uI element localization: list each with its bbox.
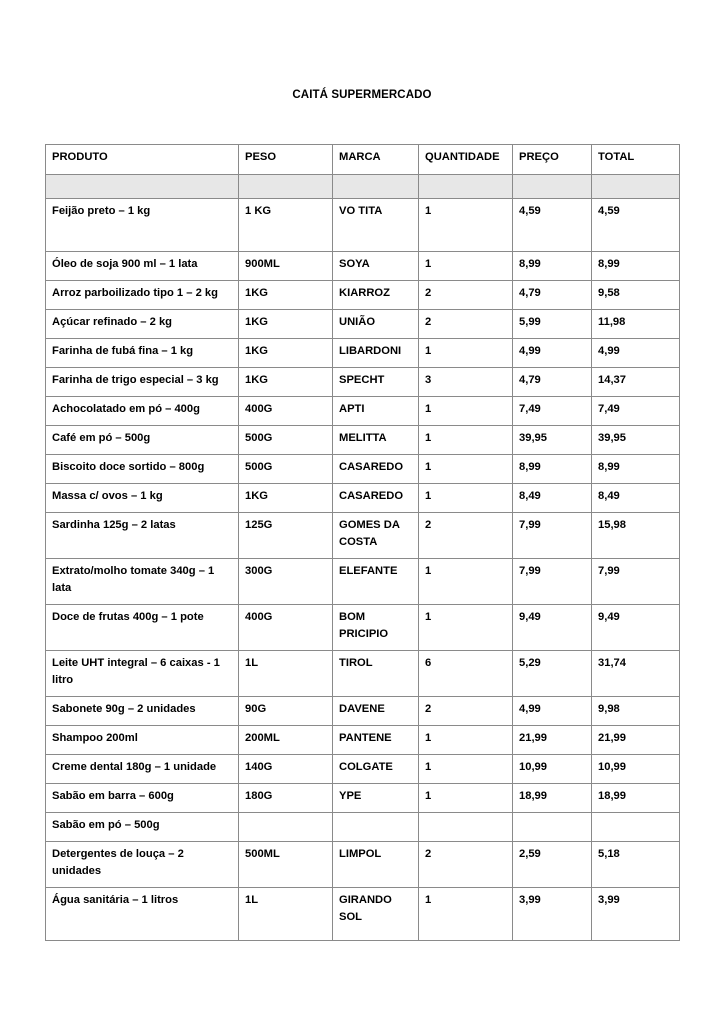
cell-peso: 500ML — [239, 842, 333, 888]
cell-produto: Shampoo 200ml — [46, 726, 239, 755]
cell-quantidade: 2 — [419, 310, 513, 339]
cell-quantidade: 1 — [419, 484, 513, 513]
cell-preco: 4,59 — [513, 199, 592, 252]
cell-preco — [513, 813, 592, 842]
cell-peso: 1KG — [239, 484, 333, 513]
table-row — [46, 726, 680, 755]
cell-peso: 400G — [239, 397, 333, 426]
cell-produto: Sabonete 90g – 2 unidades — [46, 697, 239, 726]
column-header-produto: PRODUTO — [46, 145, 239, 175]
cell-peso: 90G — [239, 697, 333, 726]
cell-produto: Detergentes de louça – 2 unidades — [46, 842, 239, 888]
cell-produto: Café em pó – 500g — [46, 426, 239, 455]
cell-total: 9,58 — [592, 281, 680, 310]
cell-total: 4,99 — [592, 339, 680, 368]
cell-preco: 39,95 — [513, 426, 592, 455]
cell-peso: 400G — [239, 605, 333, 651]
cell-quantidade: 1 — [419, 888, 513, 941]
cell-marca: GIRANDO SOL — [333, 888, 419, 941]
table-row — [46, 484, 680, 513]
cell-quantidade: 3 — [419, 368, 513, 397]
cell-marca: MELITTA — [333, 426, 419, 455]
cell-peso: 140G — [239, 755, 333, 784]
cell-produto: Farinha de trigo especial – 3 kg — [46, 368, 239, 397]
cell-produto: Farinha de fubá fina – 1 kg — [46, 339, 239, 368]
cell-marca: DAVENE — [333, 697, 419, 726]
cell-preco: 9,49 — [513, 605, 592, 651]
cell-preco: 7,99 — [513, 559, 592, 605]
cell-preco: 5,29 — [513, 651, 592, 697]
column-header-quantidade: QUANTIDADE — [419, 145, 513, 175]
cell-peso: 1L — [239, 888, 333, 941]
cell-marca: LIBARDONI — [333, 339, 419, 368]
cell-produto: Extrato/molho tomate 340g – 1 lata — [46, 559, 239, 605]
cell-total: 9,98 — [592, 697, 680, 726]
cell-quantidade: 1 — [419, 726, 513, 755]
table-row — [46, 697, 680, 726]
cell-produto: Massa c/ ovos – 1 kg — [46, 484, 239, 513]
table-row — [46, 368, 680, 397]
cell-total: 8,99 — [592, 252, 680, 281]
table-row — [46, 281, 680, 310]
cell-marca: UNIÃO — [333, 310, 419, 339]
cell-total: 11,98 — [592, 310, 680, 339]
cell-peso: 125G — [239, 513, 333, 559]
product-table — [45, 144, 680, 941]
cell-preco: 3,99 — [513, 888, 592, 941]
table-cell — [592, 175, 680, 199]
cell-total: 10,99 — [592, 755, 680, 784]
cell-quantidade: 2 — [419, 513, 513, 559]
column-header-preco: PREÇO — [513, 145, 592, 175]
cell-total: 18,99 — [592, 784, 680, 813]
cell-marca: COLGATE — [333, 755, 419, 784]
table-row — [46, 605, 680, 651]
cell-peso: 900ML — [239, 252, 333, 281]
table-row — [46, 310, 680, 339]
cell-marca: YPE — [333, 784, 419, 813]
table-row — [46, 252, 680, 281]
table-cell — [419, 175, 513, 199]
cell-quantidade — [419, 813, 513, 842]
cell-preco: 4,79 — [513, 368, 592, 397]
cell-produto: Leite UHT integral – 6 caixas - 1 litro — [46, 651, 239, 697]
cell-marca: PANTENE — [333, 726, 419, 755]
column-header-total: TOTAL — [592, 145, 680, 175]
cell-peso: 1KG — [239, 281, 333, 310]
table-row — [46, 755, 680, 784]
cell-total: 31,74 — [592, 651, 680, 697]
cell-preco: 8,99 — [513, 455, 592, 484]
cell-preco: 8,99 — [513, 252, 592, 281]
cell-peso: 1KG — [239, 339, 333, 368]
table-row — [46, 339, 680, 368]
cell-marca: CASAREDO — [333, 484, 419, 513]
cell-preco: 8,49 — [513, 484, 592, 513]
cell-marca: CASAREDO — [333, 455, 419, 484]
cell-preco: 7,99 — [513, 513, 592, 559]
cell-total: 15,98 — [592, 513, 680, 559]
table-cell — [46, 175, 239, 199]
table-row — [46, 888, 680, 941]
cell-peso: 200ML — [239, 726, 333, 755]
table-cell — [513, 175, 592, 199]
cell-total: 7,49 — [592, 397, 680, 426]
cell-peso: 180G — [239, 784, 333, 813]
cell-marca: GOMES DA COSTA — [333, 513, 419, 559]
cell-produto: Biscoito doce sortido – 800g — [46, 455, 239, 484]
cell-produto: Doce de frutas 400g – 1 pote — [46, 605, 239, 651]
table-row — [46, 559, 680, 605]
cell-preco: 4,79 — [513, 281, 592, 310]
cell-total — [592, 813, 680, 842]
cell-total: 9,49 — [592, 605, 680, 651]
cell-marca — [333, 813, 419, 842]
cell-quantidade: 1 — [419, 784, 513, 813]
cell-preco: 21,99 — [513, 726, 592, 755]
cell-marca: SOYA — [333, 252, 419, 281]
cell-marca: APTI — [333, 397, 419, 426]
column-header-peso: PESO — [239, 145, 333, 175]
cell-quantidade: 1 — [419, 397, 513, 426]
cell-peso — [239, 813, 333, 842]
cell-quantidade: 1 — [419, 252, 513, 281]
cell-produto: Feijão preto – 1 kg — [46, 199, 239, 252]
cell-produto: Creme dental 180g – 1 unidade — [46, 755, 239, 784]
cell-total: 39,95 — [592, 426, 680, 455]
cell-peso: 300G — [239, 559, 333, 605]
cell-total: 3,99 — [592, 888, 680, 941]
shaded-empty-row — [46, 175, 680, 199]
cell-produto: Sabão em barra – 600g — [46, 784, 239, 813]
cell-total: 7,99 — [592, 559, 680, 605]
cell-peso: 500G — [239, 426, 333, 455]
cell-peso: 500G — [239, 455, 333, 484]
cell-total: 8,49 — [592, 484, 680, 513]
cell-preco: 5,99 — [513, 310, 592, 339]
cell-produto: Achocolatado em pó – 400g — [46, 397, 239, 426]
cell-produto: Sardinha 125g – 2 latas — [46, 513, 239, 559]
cell-peso: 1L — [239, 651, 333, 697]
table-row — [46, 651, 680, 697]
cell-produto: Água sanitária – 1 litros — [46, 888, 239, 941]
cell-marca: KIARROZ — [333, 281, 419, 310]
table-row — [46, 842, 680, 888]
cell-marca: TIROL — [333, 651, 419, 697]
cell-quantidade: 6 — [419, 651, 513, 697]
cell-produto: Sabão em pó – 500g — [46, 813, 239, 842]
cell-quantidade: 1 — [419, 426, 513, 455]
cell-marca: LIMPOL — [333, 842, 419, 888]
table-cell — [333, 175, 419, 199]
cell-marca: ELEFANTE — [333, 559, 419, 605]
cell-quantidade: 2 — [419, 697, 513, 726]
cell-peso: 1KG — [239, 368, 333, 397]
cell-preco: 18,99 — [513, 784, 592, 813]
table-row — [46, 813, 680, 842]
cell-quantidade: 2 — [419, 281, 513, 310]
table-row — [46, 199, 680, 252]
cell-quantidade: 1 — [419, 559, 513, 605]
cell-quantidade: 2 — [419, 842, 513, 888]
cell-marca: BOM PRICIPIO — [333, 605, 419, 651]
cell-preco: 10,99 — [513, 755, 592, 784]
cell-preco: 4,99 — [513, 339, 592, 368]
cell-quantidade: 1 — [419, 339, 513, 368]
table-row — [46, 426, 680, 455]
cell-marca: VO TITA — [333, 199, 419, 252]
cell-total: 14,37 — [592, 368, 680, 397]
cell-quantidade: 1 — [419, 455, 513, 484]
cell-preco: 4,99 — [513, 697, 592, 726]
cell-peso: 1 KG — [239, 199, 333, 252]
table-cell — [239, 175, 333, 199]
cell-total: 8,99 — [592, 455, 680, 484]
cell-total: 21,99 — [592, 726, 680, 755]
table-row — [46, 784, 680, 813]
cell-preco: 2,59 — [513, 842, 592, 888]
cell-total: 5,18 — [592, 842, 680, 888]
cell-quantidade: 1 — [419, 605, 513, 651]
column-header-marca: MARCA — [333, 145, 419, 175]
cell-quantidade: 1 — [419, 199, 513, 252]
cell-produto: Óleo de soja 900 ml – 1 lata — [46, 252, 239, 281]
cell-produto: Açúcar refinado – 2 kg — [46, 310, 239, 339]
cell-total: 4,59 — [592, 199, 680, 252]
cell-preco: 7,49 — [513, 397, 592, 426]
cell-peso: 1KG — [239, 310, 333, 339]
table-header-row — [46, 145, 680, 175]
table-row — [46, 513, 680, 559]
cell-quantidade: 1 — [419, 755, 513, 784]
cell-marca: SPECHT — [333, 368, 419, 397]
table-row — [46, 455, 680, 484]
page-title: CAITÁ SUPERMERCADO — [292, 89, 432, 101]
cell-produto: Arroz parboilizado tipo 1 – 2 kg — [46, 281, 239, 310]
table-row — [46, 397, 680, 426]
